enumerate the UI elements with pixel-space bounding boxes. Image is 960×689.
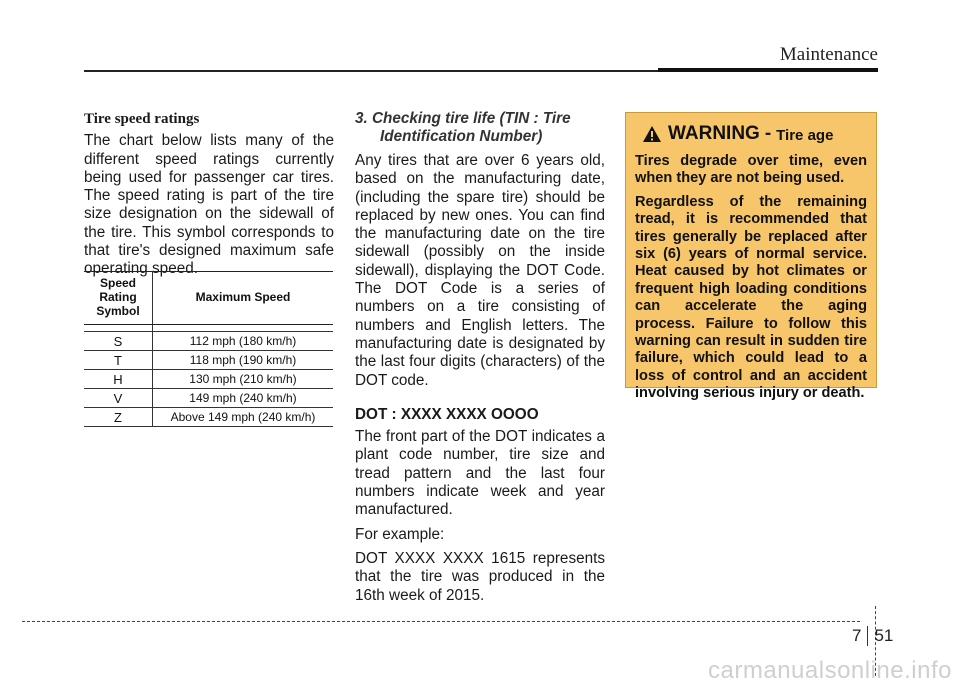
- speed-symbol: T: [84, 351, 153, 370]
- warning-topic: Tire age: [776, 127, 834, 144]
- tin-paragraph-2: The front part of the DOT indicates a plant code number, tire size and tread pattern and the last four numbers indicate week and year manufactured.: [355, 428, 605, 519]
- example-text: DOT XXXX XXXX 1615 represents that the tire was produced in the 16th week of 2015.: [355, 549, 605, 604]
- table-row: [84, 389, 333, 408]
- speed-symbol: S: [84, 332, 153, 351]
- table-row: [84, 408, 333, 427]
- warning-paragraph-2: Regardless of the remaining tread, it is recommended that tires generally be replaced after six (6) years of normal service. Heat caused by hot climates or frequent high loading conditions can accelerate the aging process. Failure to follow this warning can result in sudden tire failure, which could lead to a loss of control and an accident involving serious injury or death.: [635, 193, 867, 402]
- warning-triangle-icon: [642, 125, 662, 143]
- table-row: [84, 370, 333, 389]
- tire-speed-ratings-heading: Tire speed ratings: [84, 111, 200, 127]
- speed-ratings-intro: The chart below lists many of the different speed ratings currently being used for passenger car tires. The speed rating is part of the tire size designation on the sidewall of the tire. This symbol corresponds to that tire's designed maximum safe operating speed.: [84, 132, 334, 278]
- table-header-speed: Maximum Speed: [153, 272, 334, 325]
- warning-title: [635, 123, 867, 145]
- page-number-divider: [867, 626, 868, 646]
- section-title: Maintenance: [779, 44, 878, 65]
- max-speed: 130 mph (210 km/h): [153, 370, 334, 389]
- tin-paragraph-1: Any tires that are over 6 years old, based on the manufacturing date, (including the spare tire) should be replaced by new ones. You can find the manufacturing date on the tire sidewall (possibly on the inside sidewall), displaying the DOT Code. The DOT Code is a series of numbers on a tire consisting of numbers and English letters. The manufacturing date is designated by the last four digits (characters) of the DOT code.: [355, 152, 605, 389]
- table-row: [84, 351, 333, 370]
- table-row: [84, 332, 333, 351]
- tin-heading-line2: Identification Number): [380, 128, 543, 145]
- max-speed: 112 mph (180 km/h): [153, 332, 334, 351]
- page-number: [852, 626, 893, 646]
- left-column: [84, 110, 334, 285]
- warning-label: WARNING: [668, 123, 760, 144]
- example-label: For example:: [355, 525, 445, 543]
- warning-paragraph-1: Tires degrade over time, even when they are not being used.: [635, 153, 867, 187]
- watermark: carmanualsonline.info: [708, 657, 952, 684]
- max-speed: Above 149 mph (240 km/h): [153, 408, 334, 427]
- page-number-value: 51: [874, 626, 894, 645]
- chapter-number: 7: [852, 626, 862, 645]
- max-speed: 118 mph (190 km/h): [153, 351, 334, 370]
- middle-column: [355, 110, 605, 611]
- table-header-symbol: Speed Rating Symbol: [84, 272, 153, 325]
- dot-code-heading: DOT : XXXX XXXX OOOO: [355, 405, 539, 423]
- speed-rating-table: [84, 271, 333, 427]
- speed-symbol: V: [84, 389, 153, 408]
- warning-separator: -: [764, 123, 772, 144]
- speed-symbol: Z: [84, 408, 153, 427]
- warning-box: [625, 112, 877, 402]
- header-rule-accent: [658, 68, 878, 72]
- speed-symbol: H: [84, 370, 153, 389]
- max-speed: 149 mph (240 km/h): [153, 389, 334, 408]
- tin-heading: [355, 110, 605, 146]
- tin-heading-line1: 3. Checking tire life (TIN : Tire: [355, 110, 571, 127]
- footer-rule: [22, 621, 860, 622]
- table-spacer-row: [84, 325, 333, 332]
